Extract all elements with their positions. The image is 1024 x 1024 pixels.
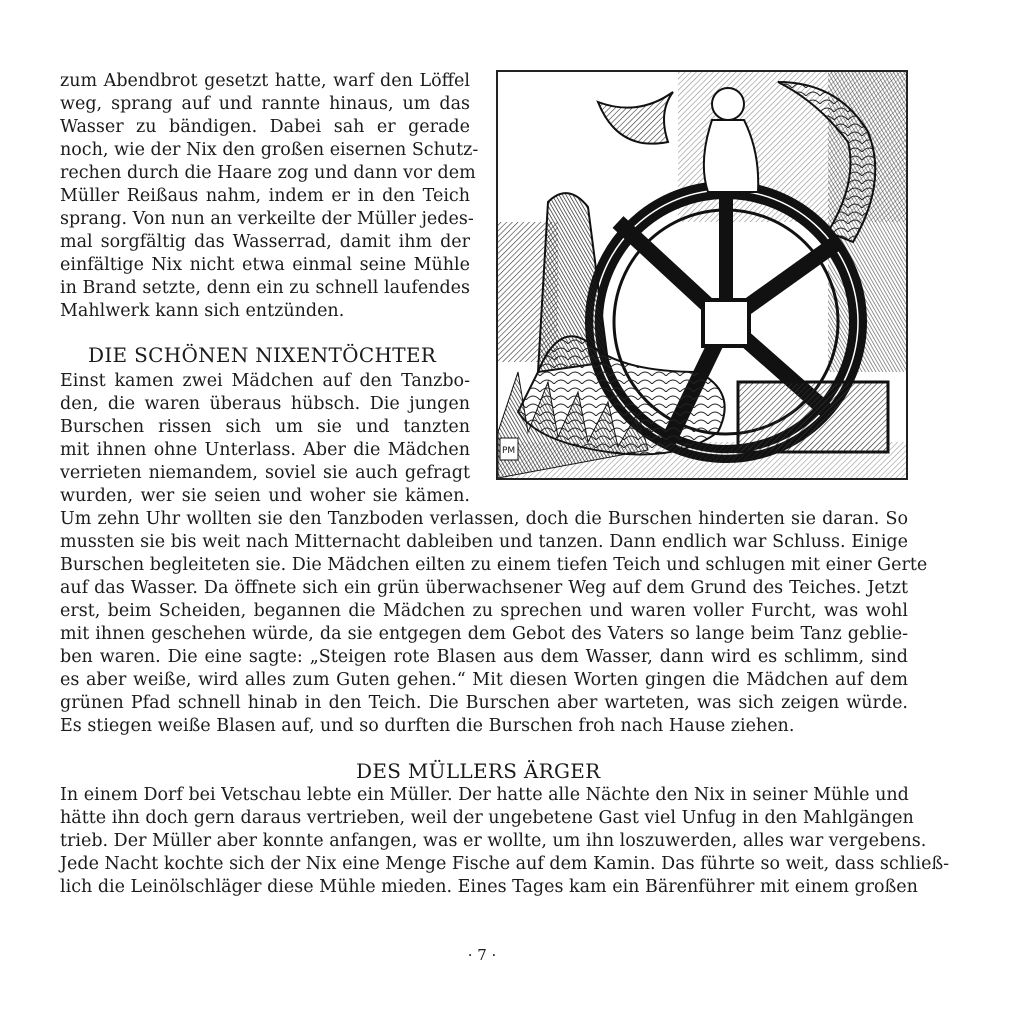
text-line: Müller Reißaus nahm, indem er in den Teich	[60, 186, 470, 206]
text-line: Mahlwerk kann sich entzünden.	[60, 301, 345, 321]
section-heading-muellers-aerger: DES MÜLLERS ÄRGER	[356, 759, 601, 783]
paragraph-1	[60, 70, 479, 323]
text-line: den, die waren überaus hübsch. Die jungen	[60, 394, 470, 414]
text-line: weg, sprang auf und rannte hinaus, um das	[60, 94, 470, 114]
illustration-drawing	[498, 72, 906, 478]
text-line: in Brand setzte, denn ein zu schnell laufendes	[60, 278, 470, 298]
text-line: mussten sie bis weit nach Mitternacht dableiben und tanzen. Dann endlich war Schluss. Einige	[60, 532, 908, 552]
text-line: In einem Dorf bei Vetschau lebte ein Müller. Der hatte alle Nächte den Nix in seiner Mühle und	[60, 785, 909, 805]
text-line: grünen Pfad schnell hinab in den Teich. Die Burschen aber warteten, was sich zeigen würde.	[60, 693, 908, 713]
text-line: mit ihnen ohne Unterlass. Aber die Mädchen	[60, 440, 470, 460]
text-line: Um zehn Uhr wollten sie den Tanzboden verlassen, doch die Burschen hinderten sie daran. So	[60, 509, 908, 529]
mermaid-waterwheel-illustration	[496, 70, 908, 480]
text-line: hätte ihn doch gern daraus vertrieben, weil der ungebetene Gast viel Unfug in den Mahlgängen	[60, 808, 914, 828]
illustrator-signature: PM	[502, 446, 516, 456]
text-line: Burschen begleiteten sie. Die Mädchen eilten zu einem tiefen Teich und schlugen mit einer Gerte	[60, 555, 928, 575]
paragraph-3	[60, 784, 950, 899]
text-line: wurden, wer sie seien und woher sie kämen.	[60, 486, 470, 506]
text-line: einfältige Nix nicht etwa einmal seine Mühle	[60, 255, 470, 275]
paragraph-2-column	[60, 370, 470, 508]
text-line: lich die Leinölschläger diese Mühle mieden. Eines Tages kam ein Bärenführer mit einem großen	[60, 877, 918, 897]
text-line: Wasser zu bändigen. Dabei sah er gerade	[60, 117, 470, 137]
text-line: rechen durch die Haare zog und dann vor dem	[60, 163, 476, 183]
text-line: sprang. Von nun an verkeilte der Müller jedes-	[60, 209, 474, 229]
text-line: Einst kamen zwei Mädchen auf den Tanzbo-	[60, 371, 470, 391]
text-line: ben waren. Die eine sagte: „Steigen rote Blasen aus dem Wasser, dann wird es schlimm, sind	[60, 647, 908, 667]
text-line: trieb. Der Müller aber konnte anfangen, was er wollte, um ihn loszuwerden, alles war vergebens.	[60, 831, 927, 851]
text-line: Burschen rissen sich um sie und tanzten	[60, 417, 470, 437]
text-line: Es stiegen weiße Blasen auf, und so durften die Burschen froh nach Hause ziehen.	[60, 716, 795, 736]
text-line: mit ihnen geschehen würde, da sie entgegen dem Gebot des Vaters so lange beim Tanz geblie-	[60, 624, 908, 644]
section-heading-nixentoechter: DIE SCHÖNEN NIXENTÖCHTER	[88, 343, 437, 367]
text-line: zum Abendbrot gesetzt hatte, warf den Löffel	[60, 71, 470, 91]
page-number: · 7 ·	[467, 946, 497, 964]
paragraph-2-full	[60, 508, 928, 738]
text-line: verrieten niemandem, soviel sie auch gefragt	[60, 463, 470, 483]
text-line: erst, beim Scheiden, begannen die Mädchen zu sprechen und waren voller Furcht, was wohl	[60, 601, 908, 621]
text-line: noch, wie der Nix den großen eisernen Schutz-	[60, 140, 479, 160]
text-line: es aber weiße, wird alles zum Guten gehen.“ Mit diesen Worten gingen die Mädchen auf dem	[60, 670, 908, 690]
text-line: auf das Wasser. Da öffnete sich ein grün überwachsener Weg auf dem Grund des Teiches. Jetzt	[60, 578, 908, 598]
text-line: Jede Nacht kochte sich der Nix eine Menge Fische auf dem Kamin. Das führte so weit, dass schließ-	[60, 854, 950, 874]
text-line: mal sorgfältig das Wasserrad, damit ihm der	[60, 232, 470, 252]
